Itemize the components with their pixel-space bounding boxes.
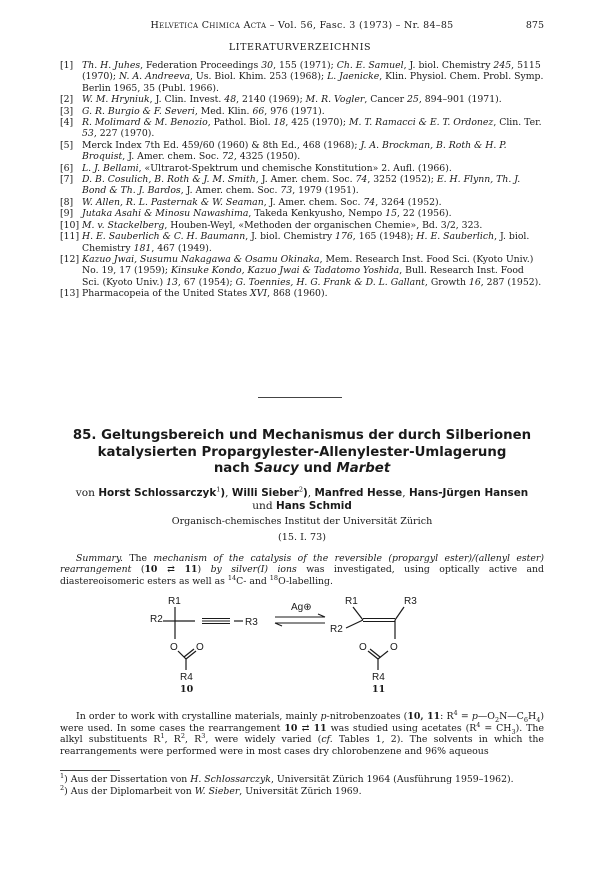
- text-run: , Takeda Kenkyusho, Nempo: [248, 208, 386, 220]
- text-run: W. M. Hryniuk: [82, 94, 150, 106]
- text-run: 176: [335, 231, 353, 243]
- text-run: 15: [385, 208, 398, 220]
- equilibrium-arrows: [275, 602, 325, 626]
- bond: [186, 651, 196, 659]
- text-run: , Growth: [424, 276, 469, 288]
- footnotes: [60, 771, 544, 797]
- compound-number-10: 10: [180, 684, 194, 693]
- reference-item: [60, 254, 544, 288]
- article-title-line-3: [60, 461, 544, 478]
- reference-number: [12]: [60, 253, 80, 265]
- text-run: 14: [227, 573, 237, 582]
- journal-issue: – Vol. 56, Fasc. 3 (1973) – Nr. 84–85: [266, 20, 454, 31]
- text-run: , 467 (1949).: [151, 242, 212, 254]
- text-run: , were widely varied (: [205, 734, 322, 745]
- text-run: M. v. Stackelberg: [82, 219, 165, 231]
- author-hansen: Hans-Jürgen Hansen: [408, 487, 529, 499]
- footnote: $^2$) Aus der Diplomarbeit von W. Sieber, Universität Zürich 1969.: [60, 783, 362, 797]
- text-run: C- and: [236, 575, 270, 587]
- text-run: , 5115 (1970);: [82, 60, 541, 83]
- text-run: , 894–901 (1971).: [418, 94, 502, 106]
- text-run: -nitrobenzoates (: [326, 711, 408, 722]
- bond: [395, 607, 404, 620]
- body-paragraph: [60, 708, 544, 757]
- reference-item: [60, 208, 544, 219]
- text-run: , J. Amer. chem. Soc.: [122, 151, 222, 163]
- text-run: : R: [440, 711, 454, 722]
- text-run: J. A. Brockman, B. Roth & H. P. Broquist: [82, 139, 507, 163]
- reference-item: [60, 140, 544, 163]
- ester-oxygen: O: [170, 642, 178, 653]
- reference-number: [10]: [60, 219, 80, 231]
- text-run: H: [528, 711, 537, 722]
- text-run: = CH: [480, 722, 512, 734]
- substituent-r2: R2: [150, 614, 163, 625]
- running-head: [60, 20, 544, 34]
- text-run: , 3252 (1952);: [367, 174, 437, 186]
- text-run: 181: [133, 242, 152, 254]
- journal-name: Helvetica Chimica Acta: [150, 20, 267, 31]
- text-run: , Clin. Ter.: [493, 117, 542, 129]
- text-run: , J. biol. Chemistry: [82, 231, 530, 254]
- author-sieber: Willi Sieber: [231, 487, 299, 499]
- text-run: , J. Amer. chem. Soc.: [255, 174, 356, 186]
- footnote-divider: [60, 770, 120, 771]
- text-run: , 227 (1970).: [93, 128, 155, 140]
- title-prefix: nach: [213, 461, 255, 476]
- text-run: , 4325 (1950).: [233, 151, 301, 163]
- footnote-mark: 1: [60, 771, 65, 780]
- text-run: 16: [468, 276, 481, 288]
- text-run: E. H. Flynn, Th. J. Bond & Th. J. Bardos: [82, 174, 521, 197]
- text-run: Kazuo Jwai, Susumu Nakagawa & Osamu Okinaka: [82, 253, 320, 265]
- article-title-line-2: katalysierten Propargylester-Allenylester-Umlagerung: [97, 444, 507, 460]
- text-run: , J. Clin. Invest.: [149, 94, 225, 106]
- text-run: G. Toennies, H. G. Frank & D. L. Gallant: [235, 276, 425, 288]
- text-run: , 22 (1956).: [397, 208, 452, 220]
- text-run: p: [320, 711, 327, 722]
- text-run: , Mem. Research Inst. Food Sci. (Kyoto Univ.) No. 19, 17 (1959);: [82, 253, 534, 277]
- page-number: 875: [525, 20, 544, 31]
- text-run: , Universität Zürich 1964 (Ausführung 1959–1962).: [270, 774, 514, 785]
- author-footnote-mark: 2: [298, 485, 304, 494]
- text-run: In order to work with crystalline materials, mainly: [76, 711, 321, 722]
- text-run: ) were used. In some cases the rearrangement: [60, 711, 544, 734]
- institute: Organisch-chemisches Institut der Universität Zürich: [171, 516, 433, 527]
- text-run: W. Sieber: [194, 785, 240, 797]
- text-run: 3: [511, 727, 516, 736]
- reference-number: [8]: [60, 196, 74, 208]
- text-run: , Klin. Physiol. Chem. Probl. Symp. Berlin 1965, 35 (Publ. 1966).: [82, 71, 544, 94]
- text-run: R. Molimard & M. Benozio: [82, 117, 208, 129]
- text-run: 74: [363, 196, 376, 208]
- text-run: Pharmacopeia of the United States: [82, 288, 251, 300]
- reference-number: [13]: [60, 288, 80, 300]
- structure-11: [330, 596, 417, 683]
- text-run: , Houben-Weyl, «Methoden der organischen Chemie», Bd. 3/2, 323.: [164, 219, 483, 231]
- text-run: 30: [261, 60, 274, 71]
- text-run: p: [471, 711, 478, 722]
- text-run: , 425 (1970);: [285, 117, 349, 129]
- text-run: H. E. Sauberlich & C. H. Baumann: [82, 231, 246, 243]
- text-run: , 165 (1948);: [352, 231, 417, 243]
- text-run: 18: [269, 573, 279, 582]
- text-run: 48: [224, 94, 237, 106]
- carbonyl-oxygen: O: [196, 642, 204, 653]
- text-run: , Bull. Research Inst. Food Sci. (Kyoto Univ.): [82, 265, 524, 288]
- text-run: M. T. Ramacci & E. T. Ordonez: [349, 117, 494, 129]
- text-run: The: [122, 553, 154, 564]
- substituent-r2: R2: [330, 624, 343, 635]
- text-run: , Cancer: [364, 94, 407, 106]
- text-run: , Federation Proceedings: [140, 60, 262, 71]
- reaction-scheme: [150, 593, 450, 693]
- compound-number-11: 11: [372, 684, 386, 693]
- text-run: H. Schlossarczyk: [190, 774, 271, 785]
- authors-prefix: von: [75, 487, 99, 499]
- substituent-r3: R3: [245, 617, 258, 628]
- bond: [378, 651, 388, 659]
- reference-item: [60, 174, 544, 197]
- text-run: —O: [477, 711, 495, 722]
- text-run: G. R. Burgio & F. Severi: [82, 105, 195, 117]
- text-run: 4: [536, 715, 541, 724]
- reference-number: [7]: [60, 174, 74, 186]
- text-run: O-labelling.: [278, 575, 333, 587]
- catalyst-label: Ag⊕: [291, 602, 312, 613]
- structure-10: [150, 596, 258, 683]
- text-run: was investigated, using optically active and diastereoisomeric esters as well as: [60, 564, 544, 587]
- text-run: 10, 11: [407, 711, 441, 722]
- summary-paragraph: [60, 553, 544, 587]
- reference-list: [60, 60, 544, 300]
- text-run: 72: [222, 151, 234, 163]
- footnote: $^1$) Aus der Dissertation von H. Schlossarczyk, Universität Zürich 1964 (Ausführung 1959–1962).: [60, 771, 514, 785]
- reference-item: [60, 288, 544, 299]
- reference-number: [2]: [60, 94, 74, 106]
- text-run: 73: [280, 185, 293, 197]
- text-run: Th. H. Juhes: [82, 60, 141, 71]
- text-run: , J. Amer. chem. Soc.: [180, 185, 281, 197]
- reference-number: [6]: [60, 162, 74, 174]
- bond: [178, 651, 186, 659]
- text-run: XVI: [250, 288, 268, 300]
- text-run: mechanism of the catalysis of the reversible (propargyl ester)/(allenyl ester) rearrangement: [60, 553, 544, 576]
- text-run: , Universität Zürich 1969.: [239, 785, 362, 797]
- section-divider: [258, 397, 342, 398]
- text-run: 53: [82, 128, 94, 140]
- substituent-r1: R1: [345, 596, 358, 607]
- bond: [353, 607, 363, 620]
- text-run: D. B. Cosulich, B. Roth & J. M. Smith: [82, 174, 256, 186]
- text-run: 4: [476, 720, 481, 729]
- reference-item: [60, 197, 544, 208]
- title-name-saucy: Saucy: [254, 461, 299, 476]
- author-schlossarczyk: Horst Schlossarczyk: [98, 487, 217, 499]
- authors-line-2: [60, 500, 544, 513]
- text-run: , Pathol. Biol.: [207, 117, 274, 129]
- text-run: 10 ⇄ 11: [284, 722, 327, 734]
- text-run: , 976 (1971).: [264, 105, 325, 117]
- text-run: Jutaka Asahi & Minosu Nawashima: [82, 208, 249, 220]
- text-run: Merck Index 7th Ed. 459/60 (1960) & 8th Ed., 468 (1968);: [82, 139, 361, 151]
- text-run: L. J. Bellami: [82, 162, 139, 174]
- title-name-marbet: Marbet: [336, 461, 391, 476]
- text-run: 10 ⇄ 11: [144, 564, 198, 576]
- reference-number: [9]: [60, 208, 74, 220]
- text-run: L. Jaenicke: [327, 71, 380, 83]
- text-run: 74: [355, 174, 368, 186]
- substituent-r1: R1: [168, 596, 181, 607]
- text-run: , Us. Biol. Khim. 253 (1968);: [190, 71, 328, 83]
- text-run: W. Allen, R. L. Pasternak & W. Seaman: [82, 196, 264, 208]
- text-run: Ch. E. Samuel: [336, 60, 404, 71]
- text-run: , Med. Klin.: [194, 105, 253, 117]
- text-run: Aus der Dissertation von: [67, 774, 191, 785]
- text-run: , J. biol. Chemistry: [403, 60, 494, 71]
- text-run: Aus der Diplomarbeit von: [67, 785, 195, 797]
- text-run: , 67 (1954);: [177, 276, 236, 288]
- substituent-r4: R4: [180, 672, 193, 683]
- article-title: [60, 428, 544, 478]
- text-run: by silver(I) ions: [210, 564, 297, 576]
- reference-item: [60, 106, 544, 117]
- text-run: , 155 (1971);: [273, 60, 337, 71]
- text-run: 4: [453, 708, 458, 717]
- author-footnote-mark: 1: [216, 485, 221, 494]
- reference-item: [60, 117, 544, 140]
- text-run: 6: [523, 715, 528, 724]
- text-run: 13: [166, 276, 178, 288]
- text-run: , 2140 (1969);: [236, 94, 306, 106]
- text-run: N. A. Andreeva: [119, 71, 190, 83]
- reference-item: [60, 220, 544, 231]
- text-run: , 287 (1952).: [480, 276, 542, 288]
- text-run: Kinsuke Kondo, Kazuo Jwai & Tadatomo Yoshida: [171, 265, 400, 277]
- text-run: N—C: [499, 711, 524, 722]
- author-list: [60, 487, 544, 513]
- authors-line-1: von Horst Schlossarczyk$^1$), Willi Sieber$^2$), Manfred Hesse, Hans-Jürgen Hansen: [75, 485, 529, 499]
- reference-number: [3]: [60, 105, 74, 117]
- text-run: (: [131, 564, 145, 576]
- text-run: , R: [185, 734, 202, 745]
- text-run: 66: [252, 105, 265, 117]
- text-run: 245: [493, 60, 512, 71]
- reference-number: [5]: [60, 139, 74, 151]
- reference-item: [60, 94, 544, 105]
- text-run: Tables 1, 2). The solvents in which the rearrangements were performed were in most cases dry chlorobenzene and 96% aqueous: [60, 734, 544, 757]
- reference-item: [60, 231, 544, 254]
- summary-label: Summary.: [76, 553, 123, 564]
- text-run: 18: [273, 117, 286, 129]
- text-run: , J. biol. Chemistry: [245, 231, 336, 243]
- text-run: H. E. Sauberlich: [416, 231, 495, 243]
- text-run: cf.: [321, 734, 333, 745]
- text-run: M. R. Vogler: [305, 94, 365, 106]
- footnote-mark: 2: [60, 783, 65, 792]
- reference-number: [4]: [60, 117, 74, 129]
- text-run: , 1979 (1951).: [292, 185, 359, 197]
- author-hesse: Manfred Hesse: [314, 487, 403, 499]
- received-date: (15. I. 73): [278, 532, 326, 543]
- bond: [370, 649, 380, 657]
- ester-oxygen: O: [390, 642, 398, 653]
- text-run: 3: [201, 731, 206, 740]
- bond: [346, 620, 363, 628]
- substituent-r3: R3: [404, 596, 417, 607]
- text-run: 1: [160, 731, 165, 740]
- text-run: ): [197, 564, 211, 576]
- text-run: =: [457, 711, 472, 722]
- reference-item: [60, 163, 544, 174]
- bond: [184, 649, 194, 657]
- author-schmid: Hans Schmid: [276, 500, 352, 512]
- text-run: 25: [407, 94, 419, 106]
- text-run: , «Ultrarot-Spektrum und chemische Konstitution» 2. Aufl. (1966).: [138, 162, 452, 174]
- text-run: ). The alkyl substituents R: [60, 722, 544, 745]
- text-run: , 868 (1960).: [267, 288, 328, 300]
- text-run: , 3264 (1952).: [375, 196, 442, 208]
- reference-number: [11]: [60, 231, 80, 243]
- text-run: , R: [164, 734, 181, 745]
- title-and: und: [298, 461, 337, 476]
- text-run: , J. Amer. chem. Soc.: [263, 196, 364, 208]
- article-title-line-1: 85. Geltungsbereich und Mechanismus der durch Silberionen: [72, 428, 532, 443]
- substituent-r4: R4: [372, 672, 385, 683]
- references-heading: LITERATURVERZEICHNIS: [228, 42, 372, 53]
- bond: [368, 651, 378, 659]
- carbonyl-oxygen: O: [359, 642, 367, 653]
- reference-number: [1]: [60, 60, 74, 71]
- reference-item: [60, 60, 544, 94]
- text-run: was studied using acetates (R: [326, 722, 477, 734]
- text-run: 2: [494, 715, 500, 724]
- text-run: 2: [180, 731, 186, 740]
- authors-and: und: [252, 500, 273, 512]
